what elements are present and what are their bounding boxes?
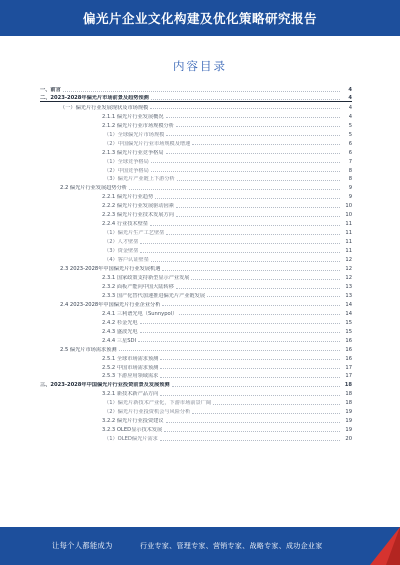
toc-entry-title: 2.4 2023-2028年中国偏光片行业企业分析 xyxy=(60,301,161,308)
toc-entry[interactable] xyxy=(40,165,352,174)
toc-entry-page: 5 xyxy=(348,122,352,129)
toc-entry[interactable] xyxy=(40,353,352,362)
toc-entry-page: 18 xyxy=(344,382,352,389)
toc-entry[interactable] xyxy=(40,379,352,388)
toc-entry[interactable] xyxy=(40,174,352,183)
toc-entry[interactable] xyxy=(40,218,352,227)
toc-dot-leader xyxy=(192,144,340,145)
toc-entry-page: 16 xyxy=(345,355,352,362)
table-of-contents xyxy=(40,84,352,442)
toc-entry-page: 14 xyxy=(345,301,352,308)
toc-entry-title: 2.5.2 中国市场需求预测 xyxy=(102,364,159,371)
toc-entry-title: （1）偏光片生产工艺壁垒 xyxy=(104,230,165,237)
toc-entry[interactable] xyxy=(40,182,352,191)
toc-entry[interactable] xyxy=(40,397,352,406)
toc-entry-page: 4 xyxy=(348,113,352,120)
toc-entry-page: 11 xyxy=(345,248,352,255)
toc-entry-page: 5 xyxy=(348,131,352,138)
toc-entry-page: 4 xyxy=(348,94,352,101)
toc-entry-page: 9 xyxy=(348,185,352,192)
toc-entry-page: 14 xyxy=(345,310,352,317)
toc-entry-page: 20 xyxy=(345,436,352,443)
toc-entry-title: （1）全球偏光片市场规模 xyxy=(104,131,165,138)
toc-entry[interactable] xyxy=(40,93,352,102)
toc-dot-leader xyxy=(138,341,340,342)
toc-dot-leader xyxy=(63,91,340,92)
toc-entry-title: 3.2.1 新技术新产品方向 xyxy=(102,391,159,398)
toc-entry-title: （一）偏光片行业发展现状及市场规模 xyxy=(60,104,149,111)
toc-dot-leader xyxy=(213,404,340,405)
toc-entry-page: 9 xyxy=(348,194,352,201)
toc-entry-page: 10 xyxy=(345,212,352,219)
toc-entry-title: （2）偏光片行业投资机会与风险分析 xyxy=(104,409,191,416)
toc-entry-title: （2）中国偏光片行业市场规模及增速 xyxy=(104,140,191,147)
toc-entry-title: 2.4.3 盛波光电 xyxy=(102,328,138,335)
toc-entry-title: 三、2023-2028年中国偏光片行业投资前景及发展预测 xyxy=(40,382,170,389)
toc-entry[interactable] xyxy=(40,138,352,147)
toc-dot-leader xyxy=(176,288,340,289)
toc-entry-page: 19 xyxy=(345,409,352,416)
toc-dot-leader xyxy=(129,189,340,190)
toc-entry[interactable] xyxy=(40,111,352,120)
toc-entry-page: 11 xyxy=(345,239,352,246)
report-title: 偏光片企业文化构建及优化策略研究报告 xyxy=(82,11,317,26)
toc-dot-leader xyxy=(160,368,340,369)
toc-entry-title: （2）人才壁垒 xyxy=(104,239,139,246)
toc-entry[interactable] xyxy=(40,362,352,371)
toc-entry[interactable] xyxy=(40,263,352,272)
toc-entry-title: （1）OLED偏光片需求 xyxy=(104,436,158,443)
toc-entry-title: 一、前言 xyxy=(40,86,61,93)
toc-entry[interactable] xyxy=(40,200,352,209)
toc-dot-leader xyxy=(179,314,340,315)
toc-dot-leader xyxy=(140,243,340,244)
toc-dot-leader xyxy=(166,153,340,154)
toc-entry-title: 2.3.2 面板产能向中国大陆转移 xyxy=(102,283,174,290)
toc-entry[interactable] xyxy=(40,344,352,353)
toc-entry-title: 2.4.1 三利谱光电（Sunnypol） xyxy=(102,310,178,317)
toc-entry-page: 8 xyxy=(348,176,352,183)
footer-slogan: 让每个人都能成为 xyxy=(52,541,113,550)
toc-entry-title: 2.5.3 下游应用领域需求 xyxy=(102,373,159,380)
toc-entry-title: 3.2.3 OLED显示技术发展 xyxy=(102,427,163,434)
toc-dot-leader xyxy=(160,395,340,396)
toc-dot-leader xyxy=(176,207,340,208)
toc-dot-leader xyxy=(150,225,340,226)
toc-entry-page: 16 xyxy=(345,346,352,353)
toc-entry-page: 6 xyxy=(348,140,352,147)
footer-accent-shape-dark xyxy=(386,527,400,565)
toc-entry-page: 7 xyxy=(348,158,352,165)
toc-entry-page: 11 xyxy=(345,221,352,228)
toc-entry[interactable] xyxy=(40,299,352,308)
toc-entry[interactable] xyxy=(40,317,352,326)
toc-entry[interactable] xyxy=(40,371,352,380)
toc-entry[interactable] xyxy=(40,102,352,111)
toc-dot-leader xyxy=(140,323,340,324)
toc-entry-title: 2.1.2 偏光片行业市场规模分析 xyxy=(102,122,174,129)
toc-entry-title: 二、2023-2028年偏光片市场前景及趋势预测 xyxy=(40,94,149,101)
toc-entry[interactable] xyxy=(40,290,352,299)
toc-entry-page: 10 xyxy=(345,203,352,210)
toc-entry-title: （2）中国竞争格局 xyxy=(104,167,149,174)
toc-dot-leader xyxy=(177,180,340,181)
toc-dot-leader xyxy=(176,216,340,217)
page-footer xyxy=(0,527,400,565)
toc-entry-page: 6 xyxy=(348,149,352,156)
toc-dot-leader xyxy=(160,359,340,360)
toc-entry[interactable] xyxy=(40,227,352,236)
toc-entry[interactable] xyxy=(40,272,352,281)
toc-entry-page: 17 xyxy=(345,364,352,371)
toc-entry[interactable] xyxy=(40,209,352,218)
toc-dot-leader xyxy=(164,431,340,432)
toc-dot-leader xyxy=(192,413,340,414)
toc-dot-leader xyxy=(140,332,340,333)
toc-entry-page: 15 xyxy=(345,319,352,326)
toc-entry[interactable] xyxy=(40,236,352,245)
toc-entry-page: 16 xyxy=(345,337,352,344)
toc-entry-title: 2.3.3 国产化替代加速推进偏光片产业链发展 xyxy=(102,292,206,299)
toc-dot-leader xyxy=(172,386,340,387)
toc-entry[interactable] xyxy=(40,191,352,200)
toc-entry[interactable] xyxy=(40,281,352,290)
footer-tags: 行业专家、管理专家、营销专家、战略专家、成功企业家 xyxy=(140,542,323,550)
toc-entry[interactable] xyxy=(40,84,352,93)
toc-dot-leader xyxy=(166,117,340,118)
toc-entry-page: 18 xyxy=(345,400,352,407)
toc-entry-page: 12 xyxy=(345,266,352,273)
toc-entry-title: 2.4.4 三星SDI xyxy=(102,337,137,344)
toc-entry-title: （3）资金壁垒 xyxy=(104,248,139,255)
toc-entry-title: 2.3.1 国家政策支持新型显示产业发展 xyxy=(102,274,190,281)
toc-entry-title: （3）偏光片产业链上下游分析 xyxy=(104,176,175,183)
toc-entry[interactable] xyxy=(40,254,352,263)
toc-entry-title: 2.2.1 偏光片行业趋势 xyxy=(102,194,154,201)
toc-entry-title: 2.1.1 偏光片行业发展概况 xyxy=(102,113,164,120)
toc-entry-page: 11 xyxy=(345,230,352,237)
toc-entry-page: 8 xyxy=(348,167,352,174)
toc-entry[interactable] xyxy=(40,147,352,156)
toc-entry-page: 13 xyxy=(345,292,352,299)
toc-entry-title: （1）偏光片新技术产业化，下游市场前景广阔 xyxy=(104,400,212,407)
toc-entry[interactable] xyxy=(40,388,352,397)
toc-dot-leader xyxy=(151,162,340,163)
toc-entry-title: 2.4.2 杉金光电 xyxy=(102,319,138,326)
page-header xyxy=(0,0,400,36)
toc-entry[interactable] xyxy=(40,335,352,344)
toc-dot-leader xyxy=(151,171,340,172)
toc-dot-leader xyxy=(151,99,340,100)
toc-entry[interactable] xyxy=(40,129,352,138)
toc-entry-page: 19 xyxy=(345,427,352,434)
toc-entry-title: 2.1.3 偏光片行业竞争格局 xyxy=(102,149,164,156)
toc-dot-leader xyxy=(207,296,340,297)
toc-entry[interactable] xyxy=(40,120,352,129)
toc-dot-leader xyxy=(140,252,340,253)
toc-dot-leader xyxy=(166,135,340,136)
toc-dot-leader xyxy=(191,279,340,280)
toc-entry-title: 2.5 偏光片市场需求预测 xyxy=(60,346,117,353)
toc-entry-page: 17 xyxy=(345,373,352,380)
toc-dot-leader xyxy=(176,126,340,127)
toc-entry-title: （1）全球竞争格局 xyxy=(104,158,149,165)
toc-entry[interactable] xyxy=(40,415,352,424)
toc-entry-title: 2.2.3 偏光片行业技术发展方向 xyxy=(102,212,174,219)
toc-entry-title: 2.3 2023-2028年中国偏光片行业发展机遇 xyxy=(60,266,161,273)
toc-dot-leader xyxy=(150,108,340,109)
toc-entry-page: 12 xyxy=(345,257,352,264)
toc-dot-leader xyxy=(160,377,340,378)
toc-dot-leader xyxy=(119,350,340,351)
toc-dot-leader xyxy=(155,198,340,199)
toc-entry-page: 4 xyxy=(348,86,352,93)
toc-entry-title: 2.2 偏光片行业发展趋势分析 xyxy=(60,185,127,192)
toc-entry-page: 15 xyxy=(345,328,352,335)
toc-entry-title: 2.5.1 全球市场需求预测 xyxy=(102,355,159,362)
toc-dot-leader xyxy=(160,440,340,441)
toc-entry-title: 2.2.2 偏光片行业发展驱动因素 xyxy=(102,203,174,210)
toc-entry-page: 18 xyxy=(345,391,352,398)
toc-entry[interactable] xyxy=(40,406,352,415)
toc-entry-title: 2.2.4 行业技术壁垒 xyxy=(102,221,148,228)
toc-entry-page: 12 xyxy=(345,274,352,281)
toc-entry[interactable] xyxy=(40,245,352,254)
toc-dot-leader xyxy=(151,261,340,262)
toc-entry[interactable] xyxy=(40,308,352,317)
toc-heading: 内容目录 xyxy=(173,59,227,73)
toc-entry-title: （4）客户认证壁垒 xyxy=(104,257,149,264)
toc-dot-leader xyxy=(162,305,340,306)
toc-entry[interactable] xyxy=(40,156,352,165)
toc-entry[interactable] xyxy=(40,433,352,442)
toc-entry-page: 19 xyxy=(345,418,352,425)
toc-entry-page: 4 xyxy=(348,104,352,111)
toc-entry-title: 3.2.2 偏光片行业投资建议 xyxy=(102,418,164,425)
toc-entry[interactable] xyxy=(40,326,352,335)
toc-dot-leader xyxy=(166,422,340,423)
toc-dot-leader xyxy=(162,270,340,271)
toc-entry-page: 13 xyxy=(345,283,352,290)
toc-dot-leader xyxy=(166,234,340,235)
toc-entry[interactable] xyxy=(40,424,352,433)
